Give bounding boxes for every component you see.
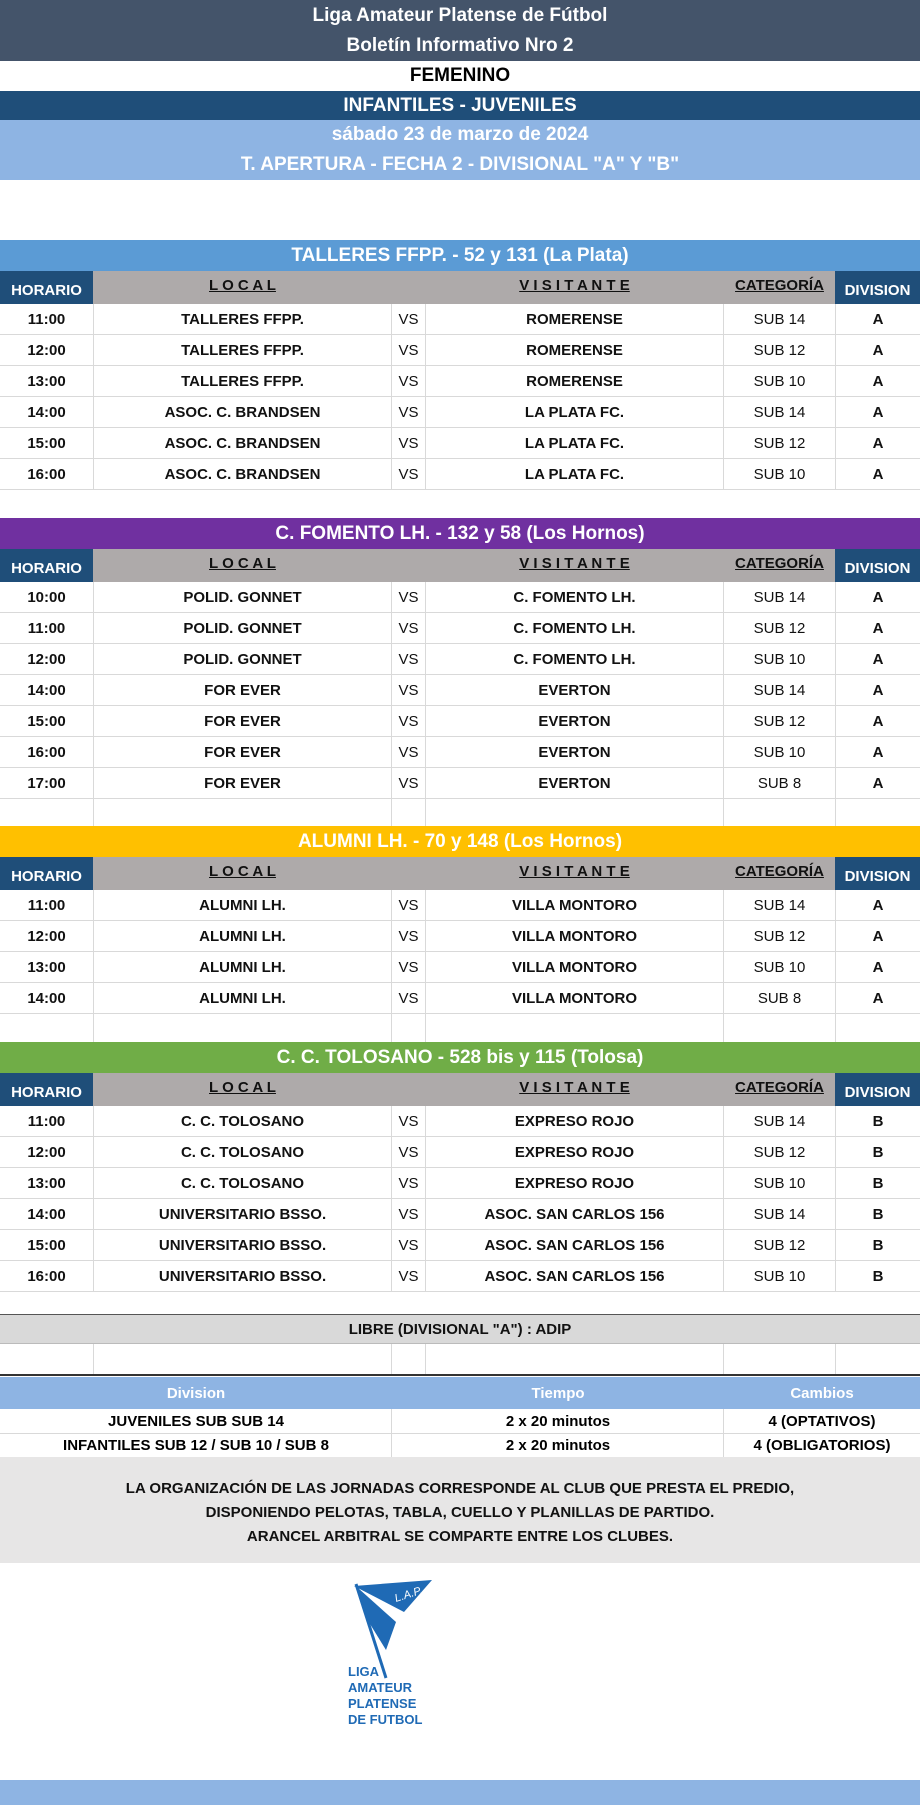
league-logo — [340, 1578, 460, 1738]
match-local: C. C. TOLOSANO — [180, 1144, 305, 1161]
match-local: UNIVERSITARIO BSSO. — [158, 1237, 327, 1254]
match-division: A — [872, 311, 884, 328]
match-time: 16:00 — [27, 744, 66, 761]
match-category: SUB 12 — [753, 1144, 806, 1161]
rules-changes: 4 (OBLIGATORIOS) — [753, 1437, 891, 1454]
match-visitor: EXPRESO ROJO — [514, 1113, 635, 1130]
match-time: 15:00 — [27, 713, 66, 730]
match-division — [836, 1014, 920, 1045]
grid-line — [391, 1106, 392, 1292]
header-time: HORARIO — [0, 271, 93, 304]
grid-line — [425, 1344, 426, 1374]
match-time: 14:00 — [27, 1206, 66, 1223]
rules-header-time: Tiempo — [531, 1384, 585, 1402]
header-time: HORARIO — [0, 857, 93, 890]
match-row — [0, 582, 920, 613]
venue-title: C. FOMENTO LH. - 132 y 58 (Los Hornos) — [0, 518, 920, 549]
venue-title: C. C. TOLOSANO - 528 bis y 115 (Tolosa) — [0, 1042, 920, 1073]
match-division: A — [872, 744, 884, 761]
match-local: C. C. TOLOSANO — [180, 1175, 305, 1192]
match-division: A — [872, 713, 884, 730]
match-time: 11:00 — [27, 1113, 66, 1130]
grid-line — [93, 890, 94, 1045]
table-header — [0, 1073, 920, 1106]
match-category — [724, 1014, 835, 1045]
rules-changes: 4 (OPTATIVOS) — [768, 1412, 876, 1430]
rules-row — [0, 1434, 920, 1457]
match-visitor: ASOC. SAN CARLOS 156 — [484, 1206, 665, 1223]
match-local: TALLERES FFPP. — [181, 311, 304, 328]
header-blank — [392, 1073, 425, 1106]
match-visitor: C. FOMENTO LH. — [513, 589, 636, 606]
header-blank — [392, 857, 425, 890]
match-visitor: LA PLATA FC. — [524, 435, 625, 452]
match-category: SUB 10 — [753, 744, 806, 761]
header-category: CATEGORÍA — [724, 857, 835, 890]
match-visitor: ROMERENSE — [526, 342, 623, 359]
match-row — [0, 952, 920, 983]
grid-line — [425, 582, 426, 830]
header-local: L O C A L — [93, 857, 392, 890]
match-time: 11:00 — [27, 311, 66, 328]
grid-line — [93, 1344, 94, 1374]
match-division: A — [872, 928, 884, 945]
match-division: A — [872, 589, 884, 606]
match-visitor: LA PLATA FC. — [524, 466, 625, 483]
match-vs: VS — [398, 1175, 419, 1192]
match-category: SUB 10 — [753, 1268, 806, 1285]
header-time: HORARIO — [0, 1073, 93, 1106]
match-category: SUB 12 — [753, 713, 806, 730]
match-time: 14:00 — [27, 404, 66, 421]
match-row — [0, 890, 920, 921]
match-local: ASOC. C. BRANDSEN — [164, 466, 321, 483]
grid-line — [391, 1409, 392, 1457]
match-category: SUB 12 — [753, 342, 806, 359]
match-visitor: ASOC. SAN CARLOS 156 — [484, 1268, 665, 1285]
match-local: POLID. GONNET — [183, 589, 302, 606]
match-vs: VS — [398, 1237, 419, 1254]
grid-line — [723, 1409, 724, 1457]
match-vs: VS — [398, 342, 419, 359]
grid-line — [0, 1291, 920, 1292]
match-local: ASOC. C. BRANDSEN — [164, 404, 321, 421]
match-row — [0, 613, 920, 644]
match-visitor — [426, 1014, 723, 1045]
header-visitor: V I S I T A N T E — [425, 271, 724, 304]
match-category: SUB 10 — [753, 1175, 806, 1192]
match-division: B — [872, 1175, 884, 1192]
match-vs: VS — [398, 990, 419, 1007]
note-line: LA ORGANIZACIÓN DE LAS JORNADAS CORRESPONDE AL CLUB QUE PRESTA EL PREDIO, — [125, 1480, 795, 1497]
match-time: 12:00 — [27, 1144, 66, 1161]
match-row — [0, 675, 920, 706]
match-local: POLID. GONNET — [183, 651, 302, 668]
grid-line — [835, 582, 836, 830]
match-category: SUB 8 — [757, 990, 802, 1007]
match-division: A — [872, 620, 884, 637]
header-visitor: V I S I T A N T E — [425, 857, 724, 890]
match-vs: VS — [398, 466, 419, 483]
match-vs: VS — [398, 959, 419, 976]
match-division: A — [872, 775, 884, 792]
grid-line — [391, 304, 392, 490]
match-local: TALLERES FFPP. — [181, 342, 304, 359]
match-row — [0, 397, 920, 428]
grid-line — [93, 582, 94, 830]
grid-line — [835, 1344, 836, 1374]
match-category: SUB 10 — [753, 373, 806, 390]
rules-header — [0, 1377, 920, 1409]
match-division: B — [872, 1268, 884, 1285]
grid-line — [425, 1106, 426, 1292]
notes-box — [0, 1457, 920, 1563]
match-category: SUB 10 — [753, 651, 806, 668]
match-visitor: EVERTON — [538, 775, 611, 792]
match-local: FOR EVER — [204, 775, 281, 792]
match-row — [0, 1137, 920, 1168]
grid-line — [835, 304, 836, 490]
header-visitor: V I S I T A N T E — [425, 549, 724, 582]
match-division: A — [872, 651, 884, 668]
match-visitor: EXPRESO ROJO — [514, 1144, 635, 1161]
rules-division: JUVENILES SUB SUB 14 — [108, 1412, 284, 1430]
match-row — [0, 366, 920, 397]
rules-division: INFANTILES SUB 12 / SUB 10 / SUB 8 — [63, 1437, 329, 1454]
match-local — [94, 1014, 391, 1045]
match-time: 13:00 — [27, 959, 66, 976]
header-local: L O C A L — [93, 1073, 392, 1106]
header-division: DIVISION — [835, 857, 920, 890]
grid-line — [723, 304, 724, 490]
tournament-banner: T. APERTURA - FECHA 2 - DIVISIONAL "A" Y "B" — [0, 150, 920, 180]
match-row — [0, 459, 920, 490]
match-time: 12:00 — [27, 651, 66, 668]
match-vs: VS — [398, 713, 419, 730]
match-local: ALUMNI LH. — [199, 990, 286, 1007]
match-time: 12:00 — [27, 342, 66, 359]
note-line: ARANCEL ARBITRAL SE COMPARTE ENTRE LOS CLUBES. — [246, 1528, 674, 1545]
match-division: A — [872, 959, 884, 976]
match-vs: VS — [398, 651, 419, 668]
match-vs: VS — [398, 311, 419, 328]
match-row — [0, 1199, 920, 1230]
match-vs: VS — [398, 744, 419, 761]
match-category: SUB 14 — [753, 589, 806, 606]
match-row — [0, 304, 920, 335]
match-vs: VS — [398, 775, 419, 792]
grid-line — [93, 304, 94, 490]
gender-label: FEMENINO — [409, 65, 511, 86]
match-row — [0, 737, 920, 768]
match-time: 15:00 — [27, 1237, 66, 1254]
match-row — [0, 644, 920, 675]
match-vs: VS — [398, 682, 419, 699]
match-row — [0, 335, 920, 366]
match-visitor: VILLA MONTORO — [512, 959, 637, 976]
match-row — [0, 983, 920, 1014]
match-category: SUB 12 — [753, 620, 806, 637]
match-time: 17:00 — [27, 775, 66, 792]
match-visitor: ASOC. SAN CARLOS 156 — [484, 1237, 665, 1254]
table-header — [0, 549, 920, 582]
rules-time: 2 x 20 minutos — [505, 1412, 611, 1430]
match-time: 16:00 — [27, 1268, 66, 1285]
match-vs: VS — [398, 1113, 419, 1130]
rules-row — [0, 1409, 920, 1433]
match-row — [0, 706, 920, 737]
match-visitor: C. FOMENTO LH. — [513, 651, 636, 668]
grid-line — [93, 1106, 94, 1292]
match-vs: VS — [398, 589, 419, 606]
header-local: L O C A L — [93, 549, 392, 582]
divider-line — [0, 1374, 920, 1376]
rules-time: 2 x 20 minutos — [505, 1437, 611, 1454]
match-visitor: EVERTON — [538, 744, 611, 761]
logo-text: LIGA AMATEUR PLATENSE DE FUTBOL — [348, 1664, 423, 1727]
grid-line — [391, 582, 392, 830]
header-local: L O C A L — [93, 271, 392, 304]
match-vs: VS — [398, 1206, 419, 1223]
match-row — [0, 768, 920, 799]
match-visitor: ROMERENSE — [526, 311, 623, 328]
match-division: B — [872, 1237, 884, 1254]
match-category: SUB 12 — [753, 1237, 806, 1254]
match-category: SUB 10 — [753, 466, 806, 483]
match-category: SUB 14 — [753, 1113, 806, 1130]
match-visitor: EVERTON — [538, 682, 611, 699]
match-time: 12:00 — [27, 928, 66, 945]
match-time: 14:00 — [27, 990, 66, 1007]
match-local: C. C. TOLOSANO — [180, 1113, 305, 1130]
match-division: A — [872, 435, 884, 452]
match-row — [0, 1168, 920, 1199]
match-vs: VS — [398, 435, 419, 452]
header-blank — [392, 271, 425, 304]
venue-title: TALLERES FFPP. - 52 y 131 (La Plata) — [0, 240, 920, 271]
header-visitor: V I S I T A N T E — [425, 1073, 724, 1106]
match-time: 10:00 — [27, 589, 66, 606]
match-division: A — [872, 373, 884, 390]
match-local: UNIVERSITARIO BSSO. — [158, 1268, 327, 1285]
match-visitor: VILLA MONTORO — [512, 897, 637, 914]
grid-line — [391, 890, 392, 1045]
category-banner: INFANTILES - JUVENILES — [0, 91, 920, 120]
match-row — [0, 1230, 920, 1261]
header-division: DIVISION — [835, 271, 920, 304]
match-row — [0, 428, 920, 459]
match-vs — [392, 1014, 425, 1045]
match-time: 16:00 — [27, 466, 66, 483]
match-division: B — [872, 1206, 884, 1223]
note-line: DISPONIENDO PELOTAS, TABLA, CUELLO Y PLANILLAS DE PARTIDO. — [205, 1504, 715, 1521]
match-division: A — [872, 404, 884, 421]
match-category: SUB 14 — [753, 682, 806, 699]
match-time: 15:00 — [27, 435, 66, 452]
empty-row — [0, 1014, 920, 1045]
match-category: SUB 14 — [753, 1206, 806, 1223]
match-category: SUB 10 — [753, 959, 806, 976]
match-time: 13:00 — [27, 1175, 66, 1192]
match-visitor: C. FOMENTO LH. — [513, 620, 636, 637]
match-time: 14:00 — [27, 682, 66, 699]
match-row — [0, 1261, 920, 1292]
match-row — [0, 1106, 920, 1137]
bulletin-title: Boletín Informativo Nro 2 — [0, 31, 920, 61]
match-visitor: LA PLATA FC. — [524, 404, 625, 421]
match-visitor: VILLA MONTORO — [512, 928, 637, 945]
match-local: ASOC. C. BRANDSEN — [164, 435, 321, 452]
match-category: SUB 12 — [753, 435, 806, 452]
grid-line — [0, 489, 920, 490]
header-division: DIVISION — [835, 549, 920, 582]
table-header — [0, 271, 920, 304]
header-division: DIVISION — [835, 1073, 920, 1106]
grid-line — [391, 1344, 392, 1374]
match-category: SUB 12 — [753, 928, 806, 945]
match-vs: VS — [398, 897, 419, 914]
grid-line — [723, 890, 724, 1045]
match-local: POLID. GONNET — [183, 620, 302, 637]
match-division: A — [872, 897, 884, 914]
match-category: SUB 8 — [757, 775, 802, 792]
match-local: TALLERES FFPP. — [181, 373, 304, 390]
header-time: HORARIO — [0, 549, 93, 582]
match-visitor: ROMERENSE — [526, 373, 623, 390]
grid-line — [425, 890, 426, 1045]
match-local: ALUMNI LH. — [199, 897, 286, 914]
match-local: FOR EVER — [204, 713, 281, 730]
match-division: A — [872, 342, 884, 359]
match-local: ALUMNI LH. — [199, 928, 286, 945]
header-category: CATEGORÍA — [724, 549, 835, 582]
free-team-row: LIBRE (DIVISIONAL "A") : ADIP — [0, 1314, 920, 1344]
grid-line — [425, 304, 426, 490]
grid-line — [723, 1344, 724, 1374]
match-time: 11:00 — [27, 620, 66, 637]
match-division: A — [872, 682, 884, 699]
match-local: UNIVERSITARIO BSSO. — [158, 1206, 327, 1223]
match-vs: VS — [398, 620, 419, 637]
match-division: B — [872, 1144, 884, 1161]
grid-line — [835, 1106, 836, 1292]
match-visitor: VILLA MONTORO — [512, 990, 637, 1007]
match-category: SUB 14 — [753, 897, 806, 914]
match-row — [0, 921, 920, 952]
match-vs: VS — [398, 373, 419, 390]
match-vs: VS — [398, 404, 419, 421]
match-visitor: EVERTON — [538, 713, 611, 730]
grid-line — [723, 582, 724, 830]
header-category: CATEGORÍA — [724, 1073, 835, 1106]
header-blank — [392, 549, 425, 582]
match-division: A — [872, 990, 884, 1007]
rules-header-division: Division — [166, 1384, 226, 1402]
match-local: ALUMNI LH. — [199, 959, 286, 976]
match-time — [0, 1014, 93, 1045]
grid-line — [723, 1106, 724, 1292]
match-vs: VS — [398, 1144, 419, 1161]
svg-text:L.A.P.: L.A.P. — [393, 1584, 425, 1605]
league-title: Liga Amateur Platense de Fútbol — [0, 0, 920, 31]
venue-title: ALUMNI LH. - 70 y 148 (Los Hornos) — [0, 826, 920, 857]
match-category: SUB 14 — [753, 404, 806, 421]
match-visitor: EXPRESO ROJO — [514, 1175, 635, 1192]
date-banner: sábado 23 de marzo de 2024 — [0, 120, 920, 150]
match-vs: VS — [398, 1268, 419, 1285]
rules-header-changes: Cambios — [790, 1384, 854, 1402]
match-division: B — [872, 1113, 884, 1130]
match-category: SUB 14 — [753, 311, 806, 328]
match-division: A — [872, 466, 884, 483]
header-category: CATEGORÍA — [724, 271, 835, 304]
match-time: 11:00 — [27, 897, 66, 914]
match-time: 13:00 — [27, 373, 66, 390]
table-header — [0, 857, 920, 890]
match-local: FOR EVER — [204, 682, 281, 699]
match-local: FOR EVER — [204, 744, 281, 761]
footer-bar — [0, 1780, 920, 1805]
match-vs: VS — [398, 928, 419, 945]
grid-line — [835, 890, 836, 1045]
